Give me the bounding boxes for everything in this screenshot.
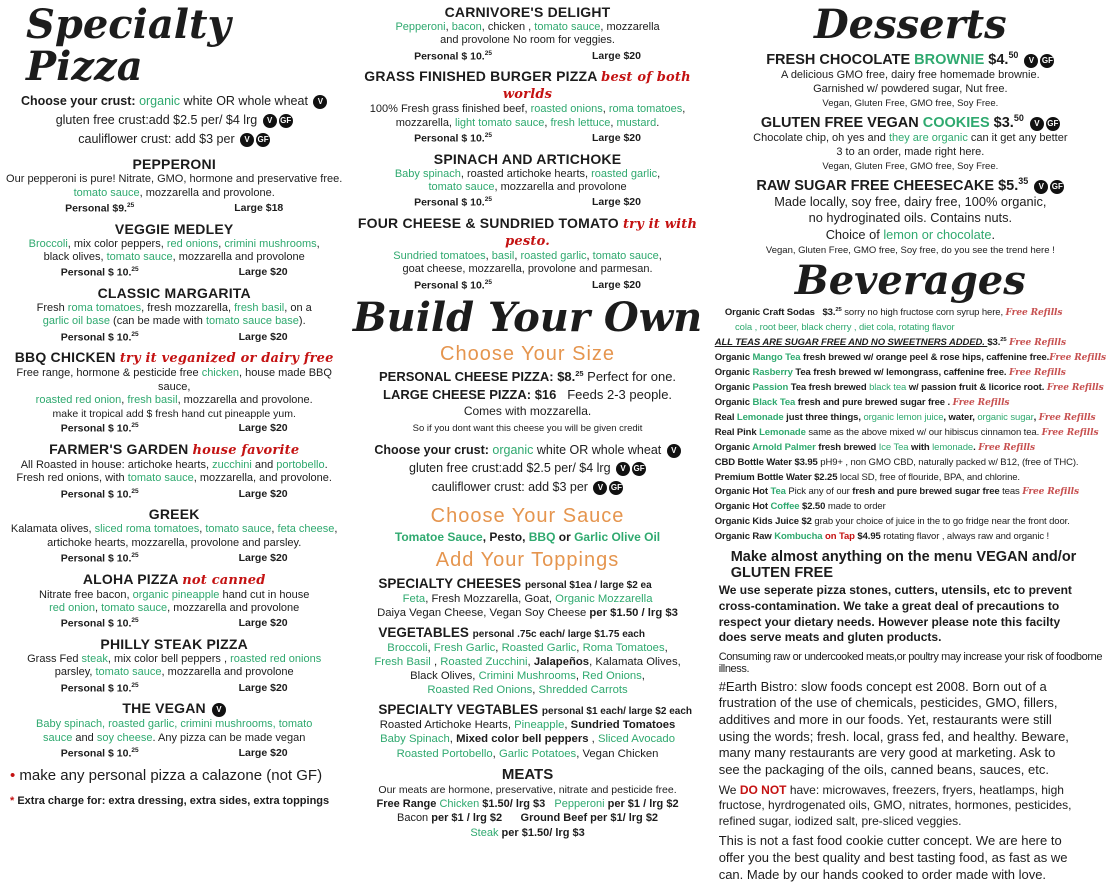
menu-item: [352, 151, 702, 209]
menu-item-prices: [6, 617, 342, 630]
beverage-line: cola , root beer, black cherry , diet cola, rotating flavor: [735, 322, 955, 334]
personal-price: Personal $ 10.25: [60, 617, 139, 630]
do-not-have-paragraph: We DO NOT have: microwaves, freezers, fryers, heatlamps, high fructose, hyrdrogenated oils, GMO, nitrates, hormones, pesticides, refined sugar, iodized salt, pre-sliced veggies.: [718, 782, 1072, 828]
size-options: [352, 368, 702, 435]
menu-item-description: All Roasted in house: artichoke hearts, zucchini and portobello. Fresh red onions, with tomato sauce, mozzarella, and provolone.: [16, 458, 332, 485]
add-your-toppings-heading: Add Your Toppings: [435, 548, 620, 571]
personal-price: Personal $ 10.25: [414, 196, 492, 209]
dessert-item-title: GLUTEN FREE VEGAN COOKIES $3.50 V GF: [760, 113, 1059, 131]
dessert-item: [715, 50, 1106, 110]
dessert-item: [715, 113, 1106, 173]
middle-pizza-list: [352, 4, 702, 291]
large-price: Large $20: [591, 278, 641, 291]
large-price: Large $20: [591, 196, 641, 209]
menu-item-title: VEGGIE MEDLEY: [114, 220, 234, 237]
menu-item: [6, 700, 342, 759]
large-price: Large $20: [591, 49, 641, 62]
crust-option-line: gluten free crust:add $2.5 per/ $4 lrg V GF: [409, 461, 645, 476]
menu-item: [6, 506, 342, 564]
beverage-line: Organic Passion Tea fresh brewed black tea w/ passion fruit & licorice root. Free Refills: [714, 382, 1104, 394]
dessert-item-description: Made locally, soy free, dairy free, 100% organic, no hydroginated oils. Contains nuts. Choice of lemon or chocolate. Vegan, Gluten Free, GMO free, Soy free, do you see the trend here !: [765, 194, 1055, 257]
meats-section: [352, 766, 702, 842]
menu-item: [6, 349, 342, 435]
build-your-own-section: [352, 4, 703, 840]
crust-option-line: Choose your crust: organic white OR whole wheat V: [352, 441, 702, 460]
dessert-item-title: FRESH CHOCOLATE BROWNIE $4.50 V GF: [766, 50, 1054, 68]
topping-section-header: [352, 576, 702, 591]
menu-item-title: GRASS FINISHED BURGER PIZZA best of both worlds: [364, 68, 691, 103]
large-price: Large $20: [238, 266, 288, 279]
meats-price-lines: Free Range Chicken $1.50/ lrg $3 Pepperoni per $1 / lrg $2 Bacon per $1 / lrg $2 Ground Beef per $1/ lrg $2 Steak per $1.50/ lrg $3: [376, 797, 679, 840]
beverage-line: Organic Arnold Palmer fresh brewed Ice Tea with lemonade. Free Refills: [714, 441, 1035, 453]
beverages-title: Beverages: [794, 257, 1026, 305]
menu-item: [352, 68, 702, 144]
topping-section: [352, 702, 702, 760]
vegan-gluten-free-heading: Make almost anything on the menu VEGAN and/or GLUTEN FREE: [730, 549, 1077, 582]
topping-section-items: Broccoli, Fresh Garlic, Roasted Garlic, Roma Tomatoes, Fresh Basil , Roasted Zucchini, Jalapeños, Kalamata Olives, Black Olives, Crimini Mushrooms, Red Onions, Roasted Red Onions, Shredded Carrots: [374, 641, 681, 697]
topping-section-header: [352, 702, 702, 717]
beverage-line: Organic Raw Kombucha on Tap $4.95 rotating flavor , always raw and organic !: [714, 530, 1050, 542]
menu-item-title: SPINACH AND ARTICHOKE: [433, 150, 622, 167]
menu-item-title: PEPPERONI: [132, 156, 216, 173]
menu-item: [6, 221, 342, 279]
sauce-options-line: Tomatoe Sauce, Pesto, BBQ or Garlic Olive Oil: [394, 529, 661, 544]
menu-item-prices: [6, 747, 342, 760]
desserts-title: Desserts: [813, 1, 1007, 48]
topping-section-header: [352, 625, 702, 640]
dessert-item: [715, 176, 1106, 257]
personal-price: Personal $ 10.25: [414, 132, 492, 145]
dessert-item-title: RAW SUGAR FREE CHEESECAKE $5.35 V GF: [756, 176, 1063, 195]
personal-price: Personal $ 10.25: [60, 552, 139, 565]
menu-item-description: Free range, hormone & pesticide free chicken, house made BBQ sauce, roasted red onion, fresh basil, mozzarella and provolone.: [16, 367, 332, 406]
menu-item: [352, 215, 702, 291]
earth-bistro-story-paragraph: #Earth Bistro: slow foods concept est 2008. Born out of a frustration of the use of chemicals, pesticides, GMO, fillers, additives and more in our foods. Yet, restaurants were still using the words; fresh. local, grass fed, and healthy. Beware, many many restaurants are very good at marketing. Ask to see the packaging of the oils, canned beans, sauces, etc.: [718, 678, 1069, 777]
menu-item-extra-note: make it tropical add $ fresh hand cut pineapple yum.: [52, 408, 296, 421]
menu-item-title: CLASSIC MARGARITA: [97, 284, 251, 301]
beverage-line: Premium Bottle Water $2.25 local SD, free of flouride, BPA, and chlorine.: [714, 471, 1020, 483]
crust-options: [6, 92, 342, 148]
cross-contamination-paragraph: We use seperate pizza stones, cutters, utensils, etc to prevent cross-contamination. We take a great deal of precautions to respect your dietary needs. However please note this facilty does serve meats and gluten products.: [718, 583, 1072, 645]
personal-price: Personal $ 10.25: [60, 746, 139, 760]
personal-price: Personal $ 10.25: [60, 330, 139, 344]
topping-section-price: personal $1ea / large $2 ea: [524, 579, 652, 591]
desserts-beverages-section: [714, 1, 1106, 882]
build-your-own-title: Build Your Own: [352, 294, 703, 342]
large-price: Large $18: [234, 202, 284, 215]
menu-item-prices: [6, 488, 342, 501]
specialty-pizza-list: [6, 156, 342, 759]
menu-item: [352, 4, 702, 62]
menu-item-prices: [6, 331, 342, 344]
menu-item-title: CARNIVORE'S DELIGHT: [444, 4, 611, 20]
menu-item-prices: [352, 196, 702, 209]
menu-item-prices: [352, 50, 702, 63]
large-price: Large $20: [238, 617, 288, 630]
menu-item-prices: [6, 422, 342, 435]
size-option-line: Comes with mozzarella.: [463, 403, 592, 418]
menu-item-title: FARMER'S GARDEN house favorite: [49, 440, 300, 458]
large-price: Large $20: [238, 330, 288, 343]
large-price: Large $20: [238, 487, 288, 500]
menu-item-prices: [6, 202, 342, 215]
menu-item-title: BBQ CHICKEN try it veganized or dairy free: [14, 349, 334, 367]
menu-item-prices: [352, 279, 702, 292]
topping-section: [352, 576, 702, 620]
dessert-item-description: A delicious GMO free, dairy free homemade brownie. Garnished w/ powdered sugar, Nut free. Vegan, Gluten Free, GMO free, Soy Free.: [781, 68, 1040, 109]
crust-option-line: gluten free crust:add $2.5 per/ $4 lrg V GF: [55, 112, 292, 127]
beverage-line: Organic Craft Sodas $3.25 sorry no high fructose corn syrup here, Free Refills: [724, 307, 1063, 319]
crust-option-line: Choose your crust: organic white OR whole wheat V: [6, 92, 342, 111]
topping-section-items: Roasted Artichoke Hearts, Pineapple, Sundried Tomatoes Baby Spinach, Mixed color bell peppers , Sliced Avocado Roasted Portobello, Garlic Potatoes, Vegan Chicken: [379, 719, 676, 760]
menu-item-description: Grass Fed steak, mix color bell peppers , roasted red onions parsley, tomato sauce, mozzarella and provolone: [27, 652, 322, 679]
beverage-line: Real Lemonade just three things, organic lemon juice, water, organic sugar, Free Refills: [714, 412, 1096, 424]
specialty-pizza-title: Specialty Pizza: [26, 1, 231, 90]
beverage-line: ALL TEAS ARE SUGAR FREE AND NO SWEETNERS ADDED. $3.25 Free Refills: [714, 337, 1066, 349]
menu-item-title: ALOHA PIZZA not canned: [82, 570, 266, 588]
beverage-line: Organic Black Tea fresh and pure brewed sugar free . Free Refills: [714, 397, 1010, 409]
topping-section-price: personal .75c each/ large $1.75 each: [472, 628, 645, 640]
menu-item: [6, 636, 342, 694]
beverage-line: Organic Kids Juice $2 grab your choice of juice in the to go fridge near the front door.: [714, 515, 1070, 527]
menu-item: [6, 571, 342, 630]
personal-price: Personal $ 10.25: [60, 487, 139, 501]
byo-crust-options: [352, 441, 702, 497]
closing-paragraph: This is not a fast food cookie cutter concept. We are here to offer you the best quality and best tasting food, as fast as we can. Made by our hands cooked to order made with love.: [718, 833, 1068, 882]
choose-your-sauce-heading: Choose Your Sauce: [430, 504, 625, 527]
menu-item-title: THE VEGAN V: [6, 700, 342, 717]
menu-item: [6, 441, 342, 500]
choose-your-size-heading: Choose Your Size: [440, 343, 616, 366]
topping-section: [352, 625, 702, 697]
calzone-footnote: • make any personal pizza a calazone (not GF): [10, 767, 323, 785]
large-price: Large $20: [238, 681, 288, 694]
large-price: Large $20: [591, 132, 641, 145]
topping-section-title: SPECIALTY VEGTABLES: [378, 702, 539, 718]
crust-option-line: cauliflower crust: add $3 per V GF: [78, 131, 269, 146]
beverage-line: Organic Mango Tea fresh brewed w/ orange peel & rose hips, caffenine free.Free Refills: [714, 352, 1106, 364]
menu-item-prices: [6, 552, 342, 565]
menu-item-prices: [6, 266, 342, 279]
menu-item-description: Baby spinach, roasted garlic, crimini mushrooms, tomato sauce and soy cheese. Any pizza can be made vegan: [36, 718, 313, 744]
foodborne-illness-warning: Consuming raw or undercooked meats,or poultry may increase your risk of foodborne illness.: [718, 650, 1103, 675]
topping-section-items: Feta, Fresh Mozzarella, Goat, Organic Mozzarella Daiya Vegan Cheese, Vegan Soy Cheese per $1.50 / lrg $3: [377, 592, 678, 619]
beverage-line: CBD Bottle Water $3.95 pH9+ , non GMO CBD, naturally packed w/ B12, (free of THC).: [714, 456, 1079, 468]
size-option-line: So if you dont want this cheese you will be given credit: [412, 422, 643, 434]
topping-section-title: VEGETABLES: [378, 624, 469, 640]
meats-intro: Our meats are hormone, preservative, nitrate and pesticide free.: [378, 783, 677, 796]
personal-price: Personal $ 10.25: [414, 49, 492, 63]
menu-item-description: Fresh roma tomatoes, fresh mozzarella, fresh basil, on a garlic oil base (can be made with tomato sauce base).: [36, 301, 312, 328]
large-price: Large $20: [238, 746, 288, 759]
menu-item-description: Pepperoni, bacon, chicken , tomato sauce, mozzarella and provolone No room for veggies.: [395, 21, 660, 47]
menu-item-title: GREEK: [148, 506, 200, 523]
personal-price: Personal $9.25: [65, 202, 135, 215]
topping-sections: [352, 576, 702, 761]
extra-charge-footnote: * Extra charge for: extra dressing, extra sides, extra toppings: [10, 795, 330, 808]
menu-item-description: 100% Fresh grass finished beef, roasted onions, roma tomatoes, mozzarella, light tomato sauce, fresh lettuce, mustard.: [369, 103, 686, 129]
menu-item-description: Kalamata olives, sliced roma tomatoes, tomato sauce, feta cheese, artichoke hearts, mozzarella, provolone and parsley.: [10, 523, 338, 549]
menu-item: [6, 156, 342, 214]
menu-item-prices: [6, 682, 342, 695]
beverage-line: Organic Hot Tea Pick any of our fresh and pure brewed sugar free teas Free Refills: [714, 486, 1079, 498]
specialty-pizza-section: [6, 1, 343, 808]
beverage-line: Organic Rasberry Tea fresh brewed w/ lemongrass, caffenine free. Free Refills: [714, 367, 1066, 379]
personal-price: Personal $ 10.25: [60, 422, 139, 435]
menu-item-description: Sundried tomatoes, basil, roasted garlic, tomato sauce, goat cheese, mozzarella, provolone and parmesan.: [393, 249, 662, 276]
beverages-list: [715, 306, 1106, 544]
size-option-line: PERSONAL CHEESE PIZZA: $8.25 Perfect for one.: [379, 369, 677, 385]
size-option-line: LARGE CHEESE PIZZA: $16 Feeds 2-3 people.: [383, 387, 673, 403]
beverage-line: Organic Hot Coffee $2.50 made to order: [714, 501, 886, 513]
crust-option-line: cauliflower crust: add $3 per V GF: [431, 480, 622, 495]
meats-title: MEATS: [501, 765, 554, 783]
personal-price: Personal $ 10.25: [60, 681, 139, 695]
desserts-list: [715, 50, 1106, 257]
menu-item-description: Baby spinach, roasted artichoke hearts, roasted garlic, tomato sauce, mozzarella and provolone: [394, 167, 661, 194]
menu-item-title: FOUR CHEESE & SUNDRIED TOMATO try it with pesto.: [357, 214, 698, 249]
personal-price: Personal $ 10.25: [414, 278, 492, 292]
menu-item-prices: [352, 132, 702, 145]
large-price: Large $20: [238, 422, 288, 435]
menu-item-description: Our pepperoni is pure! Nitrate, GMO, hormone and preservative free. tomato sauce, mozzarella and provolone.: [6, 173, 343, 199]
menu-item-description: Broccoli, mix color peppers, red onions, crimini mushrooms, black olives, tomato sauce, mozzarella and provolone: [28, 237, 320, 263]
large-price: Large $20: [238, 552, 288, 565]
menu-item-title: PHILLY STEAK PIZZA: [100, 635, 248, 652]
personal-price: Personal $ 10.25: [60, 266, 139, 279]
topping-section-title: SPECIALTY CHEESES: [378, 575, 522, 591]
dessert-item-description: Chocolate chip, oh yes and they are organic can it get any better 3 to an order, made right here. Vegan, Gluten Free, GMO free, Soy Free.: [753, 131, 1068, 173]
beverage-line: Real Pink Lemonade same as the above mixed w/ our hibiscus cinnamon tea. Free Refills: [714, 426, 1099, 438]
menu-item-description: Nitrate free bacon, organic pineapple hand cut in house red onion, tomato sauce, mozzarella and provolone: [39, 588, 310, 614]
info-section: [715, 549, 1106, 883]
topping-section-price: personal $1 each/ large $2 each: [541, 706, 693, 718]
menu-item: [6, 285, 342, 343]
